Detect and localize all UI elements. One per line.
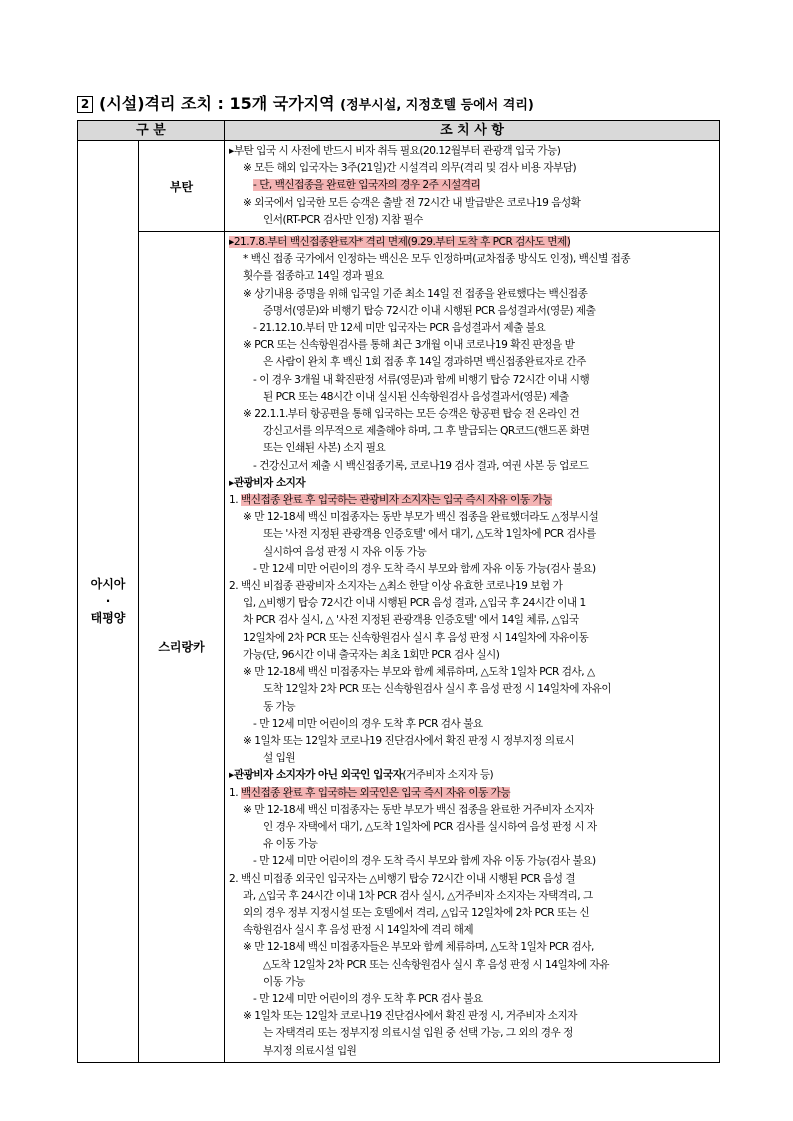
text-line: 입, △비행기 탑승 72시간 이내 시행된 PCR 음성 결과, △입국 후 24시간 이내 1 [243,597,586,610]
text-line: - 만 12세 미만 어린이의 경우 도착 즉시 부모와 함께 자유 이동 가능(검사 불요) [253,855,596,868]
text-line [229,785,715,802]
highlighted-text: ▸21.7.8.부터 백신접종완료자* 격리 면제(9.29.부터 도착 후 PCR 검사도 면제) [229,236,571,249]
text-line [229,234,715,251]
country-bhutan: 부탄 [139,141,225,232]
text-line: 속항원검사 실시 후 음성 판정 시 14일차에 격리 해제 [243,924,474,937]
text-line: ※ 1일차 또는 12일차 코로나19 진단검사에서 확진 판정 시, 거주비자 소지자 [243,1010,577,1023]
text-line: 또는 인쇄된 사본) 소지 필요 [263,442,386,455]
subheading-non-tourist: ▸관광비자 소지자가 아닌 외국인 입국자 [229,769,403,782]
text-line: ※ 만 12-18세 백신 미접종자는 동반 부모가 백신 접종을 완료한 거주비자 소지자 [243,803,594,816]
text-line: 인서(RT-PCR 검사만 인정) 지참 필수 [263,213,423,226]
region-dot: · [105,593,111,608]
text-line: ※ PCR 또는 신속항원검사를 통해 최근 3개월 이내 코로나19 확진 판정을 받 [243,339,575,352]
text-line: 설 입원 [263,752,296,765]
text-line [229,492,715,509]
highlighted-text: - 단, 백신접종을 완료한 입국자의 경우 2주 시설격리 [253,179,481,192]
text-line: - 만 12세 미만 어린이의 경우 도착 즉시 부모와 함께 자유 이동 가능(검사 불요) [253,562,596,575]
text-line: 부지정 의료시설 입원 [263,1044,357,1057]
text-line [229,767,715,784]
text-line: 과, △입국 후 24시간 이내 1차 PCR 검사 실시, △거주비자 소지자는 자택격리, 그 [243,889,593,902]
header-category: 구 분 [78,121,225,141]
text-line: 횟수를 접종하고 14일 경과 필요 [243,270,384,283]
region-line2: 태평양 [90,610,126,625]
text-line: ※ 외국에서 입국한 모든 승객은 출발 전 72시간 내 발급받은 코로나19 음성확 [243,196,581,209]
section-title [77,92,719,116]
text-line: 이동 가능 [263,975,305,988]
text-line: ※ 만 12-18세 백신 미접종자는 동반 부모가 백신 접종을 완료했더라도 △정부시설 [243,511,599,524]
section-title-sub: (정부시설, 지정호텔 등에서 격리) [340,98,534,113]
text-line: ※ 만 12-18세 백신 미접종자는 부모와 함께 체류하며, △도착 1일차 PCR 검사, △ [243,666,595,679]
text-line: ※ 1일차 또는 12일차 코로나19 진단검사에서 확진 판정 시 정부지정 의료시 [243,734,575,747]
text-line: - 건강신고서 제출 시 백신접종기록, 코로나19 검사 결과, 여권 사본 등 업로드 [253,459,589,472]
table-row [78,141,720,232]
text-line: 도착 12일차 2차 PCR 또는 신속항원검사 실시 후 음성 판정 시 14일차에 자유이 [263,683,612,696]
list-number: 1. [229,786,241,799]
text-line: 2. 백신 미접종 외국인 입국자는 △비행기 탑승 72시간 이내 시행된 PCR 음성 결 [229,872,576,885]
text-line: 된 PCR 또는 48시간 이내 실시된 신속항원검사 음성결과서(영문) 제출 [263,390,569,403]
text-line: 은 사람이 완치 후 백신 1회 접종 후 14일 경과하면 백신접종완료자로 간주 [263,356,586,369]
table-row [78,232,720,1063]
section-title-main: (시설)격리 조치 : 15개 국가지역 [99,94,335,113]
table-header-row [78,121,720,141]
highlighted-text: 백신접종 완료 후 입국하는 외국인은 입국 즉시 자유 이동 가능 [240,786,511,799]
list-number: 1. [229,494,241,507]
text-line: - 이 경우 3개월 내 확진판정 서류(영문)과 함께 비행기 탑승 72시간 이내 시행 [253,373,590,386]
text-line: ※ 22.1.1.부터 항공편을 통해 입국하는 모든 승객은 항공편 탑승 전 온라인 건 [243,408,580,421]
text-line: ※ 만 12-18세 백신 미접종자들은 부모와 함께 체류하며, △도착 1일차 PCR 검사, [243,941,594,954]
text-line: 차 PCR 검사 실시, △ '사전 지정된 관광객용 인증호텔' 에서 14일 체류, △입국 [243,614,579,627]
header-measures: 조 치 사 항 [225,121,720,141]
region-cell [78,141,139,1063]
text-line: ※ 모든 해외 입국자는 3주(21일)간 시설격리 의무(격리 및 검사 비용 자부담) [243,162,577,175]
text-line: - 만 12세 미만 어린이의 경우 도착 후 PCR 검사 불요 [253,717,483,730]
text-line: ※ 상기내용 증명을 위해 입국일 기준 최소 14일 전 접종을 완료했다는 백신접종 [243,287,588,300]
text-line: 증명서(영문)와 비행기 탑승 72시간 이내 시행된 PCR 음성결과서(영문) 제출 [263,304,596,317]
text-line: 12일차에 2차 PCR 또는 신속항원검사 실시 후 음성 판정 시 14일차에 자유이동 [243,631,589,644]
text-line: 인 경우 자택에서 대기, △도착 1일차에 PCR 검사를 실시하여 음성 판정 시 자 [263,820,597,833]
text-line: * 백신 접종 국가에서 인정하는 백신은 모두 인정하며(교차접종 방식도 인정), 백신별 접종 [243,253,631,266]
subheading-note: (거주비자 소지자 등) [402,769,494,782]
text-line: 는 자택격리 또는 정부지정 의료시설 입원 중 선택 가능, 그 외의 경우 정 [263,1027,573,1040]
quarantine-table [77,120,720,1063]
text-line: 가능(단, 96시간 이내 출국자는 최초 1회만 PCR 검사 실시) [243,648,500,661]
text-line: 강신고서를 의무적으로 제출해야 하며, 그 후 발급되는 QR코드(핸드폰 화면 [263,425,590,438]
text-line [229,177,715,194]
bhutan-measures [225,141,720,232]
text-line: △도착 12일차 2차 PCR 또는 신속항원검사 실시 후 음성 판정 시 14일차에 자유 [263,958,609,971]
srilanka-measures [225,232,720,1063]
text-line: 외의 경우 정부 지정시설 또는 호텔에서 격리, △입국 12일차에 2차 PCR 또는 신 [243,906,590,919]
text-line: 유 이동 가능 [263,838,318,851]
text-line: - 만 12세 미만 어린이의 경우 도착 후 PCR 검사 불요 [253,992,483,1005]
text-line: ▸부탄 입국 시 사전에 반드시 비자 취득 필요(20.12월부터 관광객 입국 가능) [229,145,561,157]
text-line: 2. 백신 비접종 관광비자 소지자는 △최소 한달 이상 유효한 코로나19 보험 가 [229,580,563,593]
section-number: 2 [77,96,93,113]
text-line: - 21.12.10.부터 만 12세 미만 입국자는 PCR 음성결과서 제출 불요 [253,322,546,335]
region-line1: 아시아 [90,576,126,591]
text-line: 동 가능 [263,700,296,713]
subheading-tourist-visa: ▸관광비자 소지자 [229,476,306,489]
text-line: 또는 '사전 지정된 관광객용 인증호텔' 에서 대기, △도착 1일차에 PCR 검사를 [263,528,596,541]
highlighted-text: 백신접종 완료 후 입국하는 관광비자 소지자는 입국 즉시 자유 이동 가능 [240,494,552,507]
text-line: 실시하여 음성 판정 시 자유 이동 가능 [263,545,427,558]
document-page [77,92,719,1063]
country-srilanka: 스리랑카 [139,232,225,1063]
